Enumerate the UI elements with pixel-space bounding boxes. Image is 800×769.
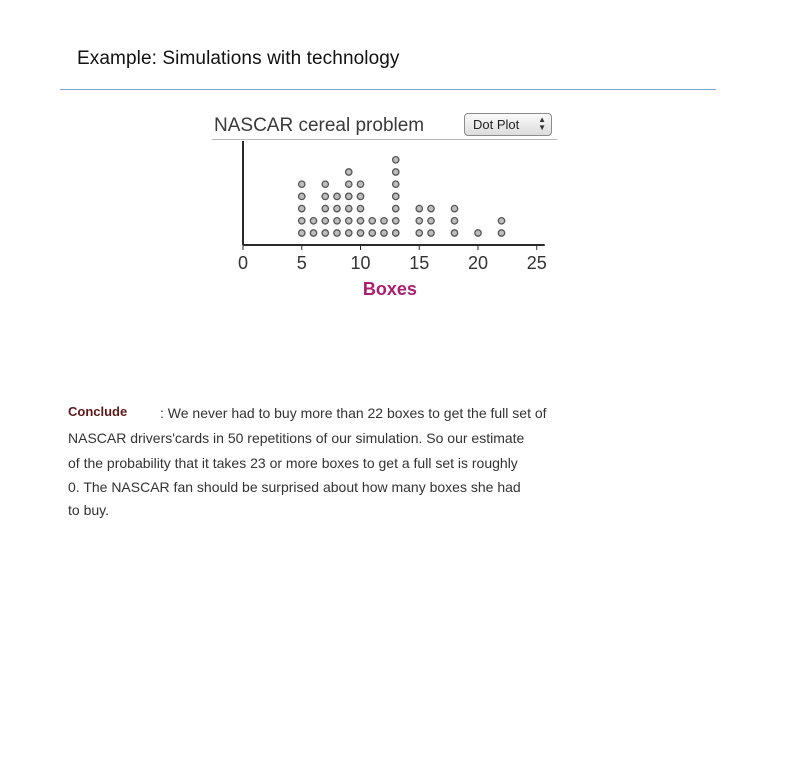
dot-point (369, 230, 375, 236)
x-tick-label: 20 (467, 253, 489, 273)
conclusion-line-5: to buy. (68, 502, 109, 518)
chart-title: NASCAR cereal problem (214, 115, 425, 136)
dot-point (346, 193, 352, 199)
dot-point (393, 157, 399, 163)
dot-point (393, 218, 399, 224)
dot-point (346, 230, 352, 236)
dot-point (310, 218, 316, 224)
dot-point (322, 230, 328, 236)
dot-point (498, 230, 504, 236)
dot-point (428, 218, 434, 224)
dot-point (393, 169, 399, 175)
dot-point (357, 230, 363, 236)
dot-point (498, 218, 504, 224)
dot-point (416, 205, 422, 211)
dot-point (357, 181, 363, 187)
dot-point (428, 230, 434, 236)
dot-point (357, 193, 363, 199)
dot-point (416, 218, 422, 224)
x-tick-label: 5 (296, 253, 307, 273)
conclusion-line-3: of the probability that it takes 23 or more boxes to get a full set is roughly (68, 455, 518, 471)
dot-point (334, 205, 340, 211)
dot-point (299, 218, 305, 224)
dot-point (322, 205, 328, 211)
slide-title: Example: Simulations with technology (77, 48, 400, 69)
dot-point (346, 218, 352, 224)
dot-point (346, 205, 352, 211)
dot-plot (212, 108, 557, 298)
dot-point (451, 218, 457, 224)
dot-point (393, 205, 399, 211)
dot-point (475, 230, 481, 236)
x-tick-label: 10 (350, 253, 371, 273)
dot-point (381, 230, 387, 236)
dot-point (393, 193, 399, 199)
dot-point (310, 230, 316, 236)
dot-point (357, 218, 363, 224)
x-tick-label: 15 (409, 253, 430, 273)
updown-arrows-icon: ▲ ▼ (538, 115, 546, 132)
dot-point (416, 230, 422, 236)
dot-plot-panel (212, 108, 557, 298)
dot-point (357, 205, 363, 211)
conclusion-line-1: : We never had to buy more than 22 boxes to get the full set of (160, 405, 547, 421)
dot-point (334, 230, 340, 236)
title-divider (60, 89, 716, 90)
dot-point (393, 181, 399, 187)
dot-point (299, 230, 305, 236)
dot-point (299, 205, 305, 211)
dot-point (334, 193, 340, 199)
dot-point (299, 181, 305, 187)
dot-point (393, 230, 399, 236)
x-tick-label: 25 (526, 253, 547, 273)
x-axis-label: Boxes (362, 279, 417, 298)
dot-point (369, 218, 375, 224)
dot-point (299, 193, 305, 199)
dot-point (322, 218, 328, 224)
dot-point (451, 230, 457, 236)
conclude-label: Conclude (68, 404, 128, 419)
dot-point (428, 205, 434, 211)
dot-point (346, 169, 352, 175)
conclusion-line-4: 0. The NASCAR fan should be surprised about how many boxes she had (68, 479, 521, 495)
x-tick-label: 0 (237, 253, 249, 273)
dot-point (334, 218, 340, 224)
dot-point (346, 181, 352, 187)
dot-point (322, 193, 328, 199)
dot-point (451, 205, 457, 211)
plot-type-select-label: Dot Plot (473, 117, 520, 132)
dot-point (381, 218, 387, 224)
dot-point (322, 181, 328, 187)
conclusion-line-2: NASCAR drivers'cards in 50 repetitions of our simulation. So our estimate (68, 430, 525, 446)
